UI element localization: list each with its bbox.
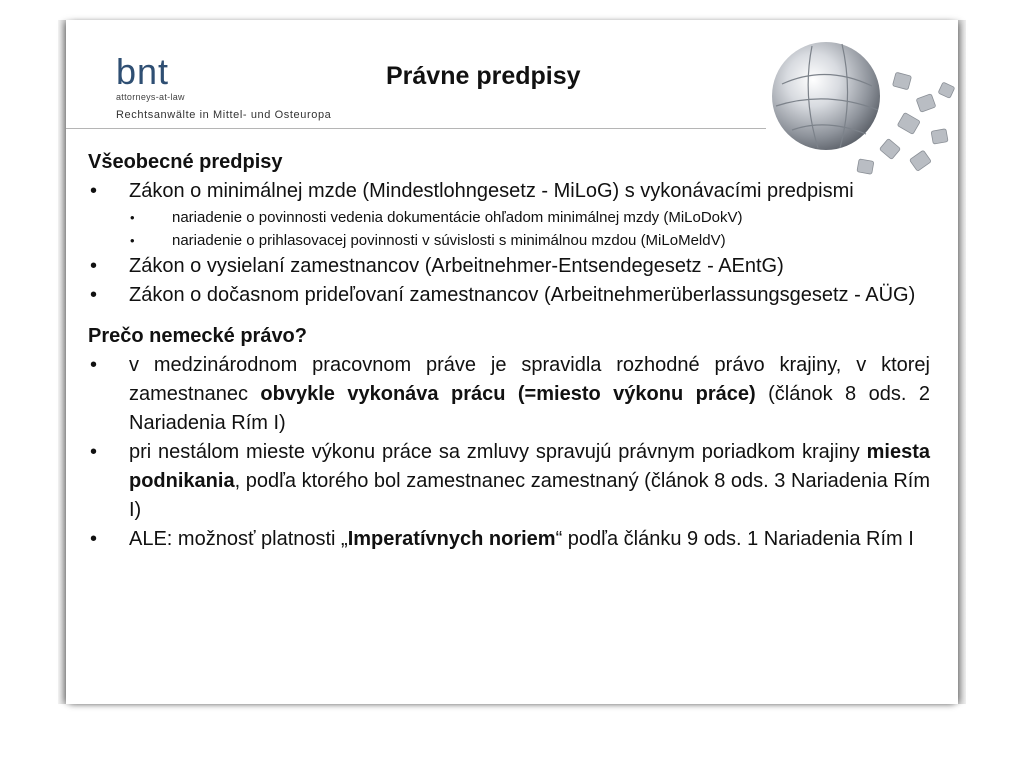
list-item — [88, 438, 930, 525]
text: , podľa ktorého bol zamestnanec zamestnaný (článok 8 ods. 3 Nariadenia Rím I) — [129, 470, 930, 521]
logo-tagline: Rechtsanwälte in Mittel- und Osteuropa — [116, 109, 332, 121]
list-item: • Zákon o minimálnej mzde (Mindestlohngesetz - MiLoG) s vykonávacími predpismi — [88, 177, 930, 206]
bnt-logo — [116, 51, 185, 102]
text: pri nestálom mieste výkonu práce sa zmluvy spravujú právnym poriadkom krajiny — [129, 441, 867, 463]
header-divider — [66, 128, 766, 129]
list-item — [88, 525, 930, 554]
slide — [66, 20, 958, 704]
why-list — [88, 351, 930, 554]
sub-list-item: • nariadenie o povinnosti vedenia dokumentácie ohľadom minimálnej mzdy (MiLoDokV) — [88, 206, 930, 229]
bold-text: miesta podnikania — [129, 441, 930, 492]
logo-mark: bnt — [116, 51, 170, 92]
sub-list-item: • nariadenie o prihlasovacej povinnosti v súvislosti s minimálnou mzdou (MiLoMeldV) — [88, 229, 930, 252]
text: ALE: možnosť platnosti „ — [129, 528, 348, 550]
bold-text: Imperatívnych noriem — [347, 528, 556, 550]
general-list — [88, 177, 930, 310]
content-body — [88, 148, 930, 554]
text: v medzinárodnom pracovnom práve je spravidla rozhodné právo krajiny, v ktorej zamestnanec — [129, 354, 930, 405]
slide-edge-left — [58, 20, 66, 704]
logo-subtitle: attorneys-at-law — [116, 92, 185, 102]
text: “ podľa článku 9 ods. 1 Nariadenia Rím I — [555, 528, 914, 550]
list-item: • Zákon o dočasnom prideľovaní zamestnancov (Arbeitnehmerüberlassungsgesetz - AÜG) — [88, 281, 930, 310]
page-title: Právne predpisy — [386, 62, 581, 90]
list-item — [88, 351, 930, 438]
list-item: • Zákon o vysielaní zamestnancov (Arbeitnehmer-Entsendegesetz - AEntG) — [88, 252, 930, 281]
bold-text: obvykle vykonáva prácu (=miesto výkonu práce) — [260, 383, 756, 405]
section-heading-general: Všeobecné predpisy — [88, 151, 283, 173]
slide-edge-right — [958, 20, 966, 704]
text: (článok 8 ods. 2 Nariadenia Rím I) — [129, 383, 931, 434]
section-heading-why: Prečo nemecké právo? — [88, 325, 307, 347]
